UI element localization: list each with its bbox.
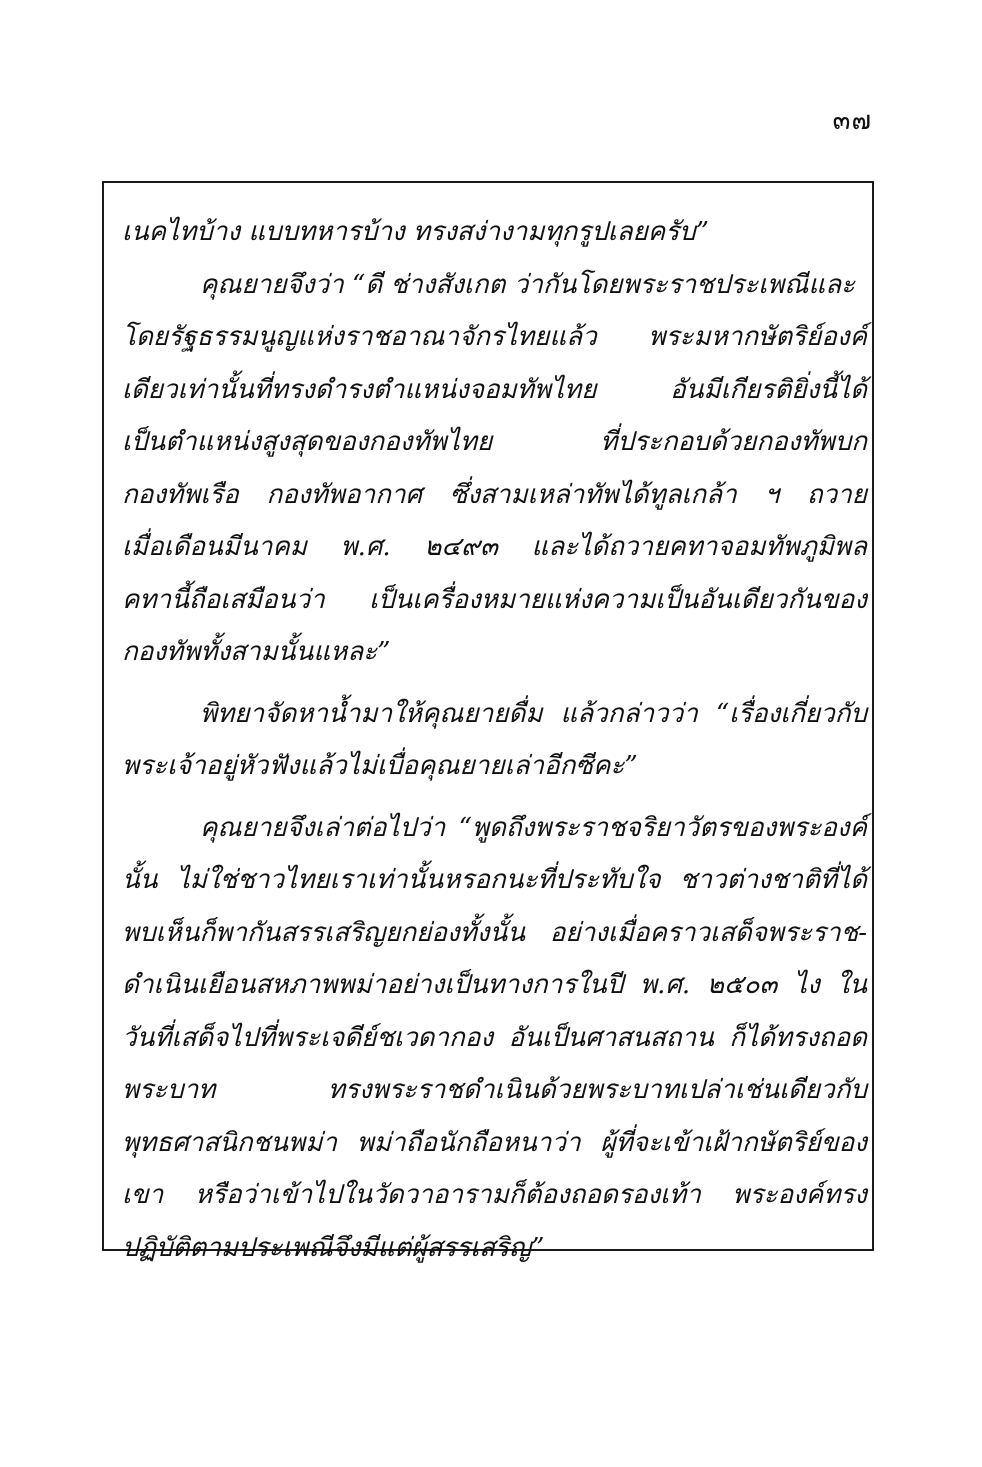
text-line: นั้น ไม่ใช่ชาวไทยเราเท่านั้นหรอกนะที่ประทับใจ ชาวต่างชาติที่ได้ xyxy=(122,865,867,895)
text-line: พุทธศาสนิกชนพม่า พม่าถือนักถือหนาว่า ผู้ที่จะเข้าเฝ้ากษัตริย์ของ xyxy=(122,1127,867,1158)
text-line: เป็นตำแหน่งสูงสุดของกองทัพไทย ที่ประกอบด้วยกองทัพบก xyxy=(122,427,867,457)
text-line: คุณยายจึงเล่าต่อไปว่า “พูดถึงพระราชจริยาวัตรของพระองค์ xyxy=(200,812,867,843)
text-line: พระเจ้าอยู่หัวฟังแล้วไม่เบื่อคุณยายเล่าอีกซีคะ” xyxy=(122,751,638,781)
text-line: พระบาท ทรงพระราชดำเนินด้วยพระบาทเปล่าเช่นเดียวกับ xyxy=(122,1075,867,1105)
text-line: คุณยายจึงว่า “ดี ช่างสังเกต ว่ากันโดยพระราชประเพณีและ xyxy=(200,269,856,300)
text-line: ปฏิบัติตามประเพณีจึงมีแต่ผู้สรรเสริญ” xyxy=(122,1232,545,1263)
text-line: เขา หรือว่าเข้าไปในวัดวาอารามก็ต้องถอดรองเท้า พระองค์ทรง xyxy=(122,1180,867,1210)
text-line: ดำเนินเยือนสหภาพพม่าอย่างเป็นทางการในปี พ.ศ. ๒๕๐๓ ไง ใน xyxy=(122,970,867,1000)
text-line: กองทัพทั้งสามนั้นแหละ” xyxy=(122,637,391,667)
story-text xyxy=(122,206,867,1274)
text-line: วันที่เสด็จไปที่พระเจดีย์ชเวดากอง อันเป็นศาสนสถาน ก็ได้ทรงถอด xyxy=(122,1022,867,1053)
text-line: เมื่อเดือนมีนาคม พ.ศ. ๒๔๙๓ และได้ถวายคทาจอมทัพภูมิพล xyxy=(122,532,867,562)
text-line: คทานี้ถือเสมือนว่า เป็นเครื่องหมายแห่งความเป็นอันเดียวกันของ xyxy=(122,584,867,615)
text-line: เดียวเท่านั้นที่ทรงดำรงตำแหน่งจอมทัพไทย อันมีเกียรติยิ่งนี้ได้ xyxy=(122,374,867,405)
text-line: โดยรัฐธรรมนูญแห่งราชอาณาจักรไทยแล้ว พระมหากษัตริย์องค์ xyxy=(122,322,867,352)
text-line: พิทยาจัดหาน้ำมาให้คุณยายดื่ม แล้วกล่าวว่า “เรื่องเกี่ยวกับ xyxy=(200,698,867,729)
page-number: ๓๗ xyxy=(832,106,872,136)
text-line: กองทัพเรือ กองทัพอากาศ ซึ่งสามเหล่าทัพได้ทูลเกล้า ฯ ถวาย xyxy=(122,479,867,510)
text-line: เนคไทบ้าง แบบทหารบ้าง ทรงสง่างามทุกรูปเลยครับ” xyxy=(122,217,709,247)
text-line: พบเห็นก็พากันสรรเสริญยกย่องทั้งนั้น อย่างเมื่อคราวเสด็จพระราช- xyxy=(122,917,867,948)
